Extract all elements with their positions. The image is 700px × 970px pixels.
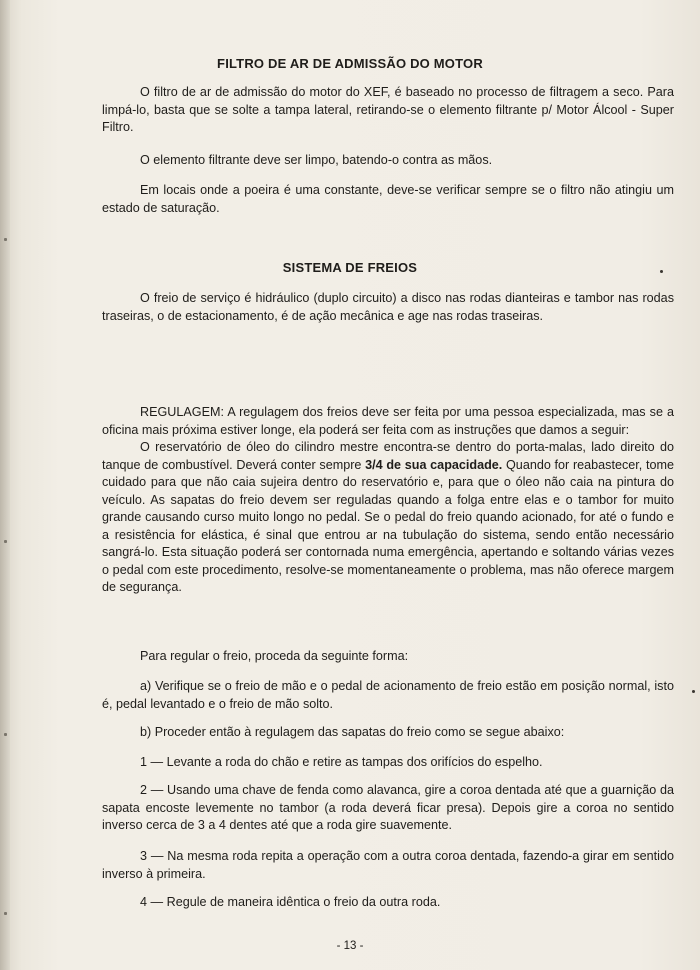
list-item-step-1 [102,754,674,772]
paragraph-filtro-3 [102,182,674,217]
paragraph-reservatorio [102,439,674,597]
binding-mark [4,733,7,736]
text-run: O reservatório de óleo do cilindro mestre encontra-se dentro do porta-malas, lado direito do tanque de combustível. Deverá conter sempre [102,440,674,472]
paragraph-text: O filtro de ar de admissão do motor do XEF, é baseado no processo de filtragem a seco. Para limpá-lo, basta que se solte a tampa lateral, retirando-se o elemento filtrante p/ Motor Álcool - Super Filtro. [102,85,674,134]
paragraph-text: O freio de serviço é hidráulico (duplo circuito) a disco nas rodas dianteiras e tambor nas rodas traseiras, o de estacionamento, é de ação mecânica e age nas rodas traseiras. [102,291,674,323]
paragraph-text: 1 — Levante a roda do chão e retire as tampas dos orifícios do espelho. [140,755,543,769]
section-title-freios: SISTEMA DE FREIOS [282,260,418,275]
paragraph-regular-intro [102,648,674,666]
text-run: Quando for reabastecer, tome cuidado para que não caia sujeira dentro do reservatório e, para que o óleo não caia na pintura do veículo. As sapatas do freio devem ser reguladas quando a folga entre elas e o tambor for muito grande causando curso muito longo no pedal. Se o pedal do freio quando acionado, for até o fundo e a resistência for elástica, é sinal que entrou ar na tubulação do sistema, sendo então necessário sangrá-lo. Esta situação poderá ser contornada numa emergência, apertando e soltando várias vezes o pedal com este procedimento, resolve-se momentaneamente o problema, mas não oferece margem de segurança. [102,457,674,594]
print-speck [692,690,695,693]
binding-mark [4,912,7,915]
page-number: - 13 - [336,940,364,952]
paragraph-text: Em locais onde a poeira é uma constante, deve-se verificar sempre se o filtro não atingiu um estado de saturação. [102,183,674,215]
list-item-step-a [102,678,674,713]
paragraph-text: 3 — Na mesma roda repita a operação com a outra coroa dentada, fazendo-a girar em sentido inverso à primeira. [102,849,674,881]
paragraph-text: b) Proceder então à regulagem das sapatas do freio como se segue abaixo: [140,725,565,739]
paragraph-regulagem [102,404,674,597]
list-item-step-b [102,724,674,742]
binding-mark [4,238,7,241]
bold-text-run: 3/4 de sua capacidade. [365,457,503,472]
paragraph-text: 2 — Usando uma chave de fenda como alavanca, gire a coroa dentada até que a guarnição da sapata encoste levemente no tambor (a roda deverá ficar presa). Depois gire a coroa no sentido inverso cerca de 3 a 4 dentes até que a roda gire suavemente. [102,783,674,832]
paragraph-text: a) Verifique se o freio de mão e o pedal de acionamento de freio estão em posição normal, isto é, pedal levantado e o freio de mão solto. [102,679,674,711]
section-title-filtro: FILTRO DE AR DE ADMISSÃO DO MOTOR [217,56,483,71]
paragraph-text: REGULAGEM: A regulagem dos freios deve ser feita por uma pessoa especializada, mas se a oficina mais próxima estiver longe, ela poderá ser feita com as instruções que damos a seguir: [102,405,674,437]
list-item-step-3 [102,848,674,883]
page-binding-edge [0,0,10,970]
paragraph-text: O elemento filtrante deve ser limpo, batendo-o contra as mãos. [140,153,493,167]
list-item-step-4 [102,894,674,912]
paragraph-filtro-1 [102,84,674,137]
binding-mark [4,540,7,543]
paragraph-text: 4 — Regule de maneira idêntica o freio da outra roda. [140,895,441,909]
paragraph-filtro-2 [102,152,674,170]
paragraph-text: Para regular o freio, proceda da seguinte forma: [140,649,409,663]
list-item-step-2 [102,782,674,835]
paragraph-freios-intro [102,290,674,325]
